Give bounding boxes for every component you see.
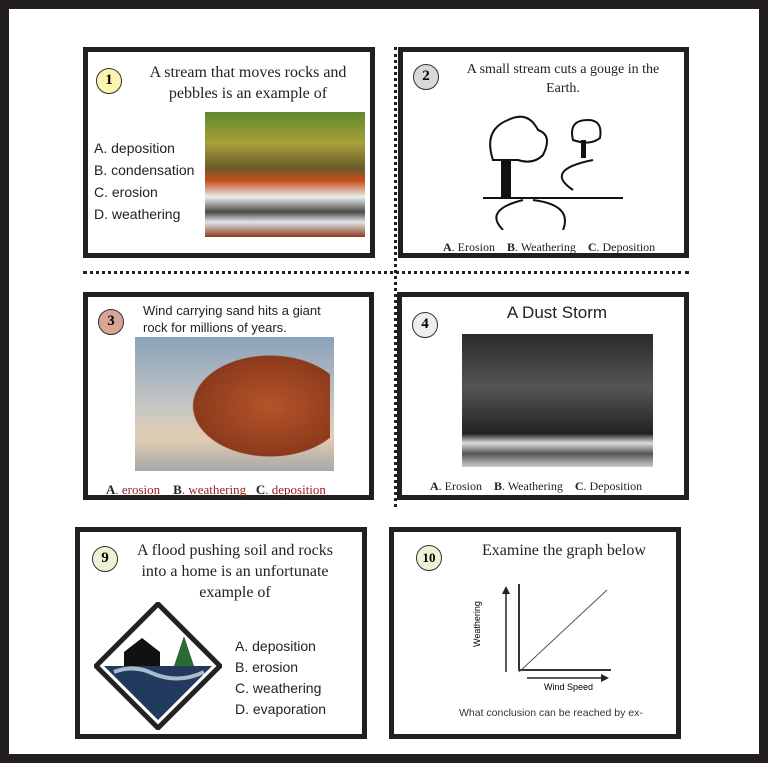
option-c: C. weathering [235, 680, 322, 696]
question-1: A stream that moves rocks and pebbles is an example of [149, 64, 347, 102]
badge-1: 1 [96, 68, 122, 94]
option-a: A. deposition [235, 638, 316, 654]
badge-2: 2 [413, 64, 439, 90]
option-c: . Deposition [583, 479, 643, 493]
option-c: . deposition [265, 482, 326, 497]
footer-text: What conclusion can be reached by ex- [459, 707, 643, 719]
card-2 [398, 47, 689, 258]
option-letter: B [173, 482, 182, 497]
option-letter: C [255, 482, 266, 497]
option-letter: B [507, 240, 516, 254]
option-b: B. erosion [235, 659, 299, 675]
question-4: A Dust Storm [506, 303, 608, 322]
card-1 [83, 47, 375, 258]
worksheet [9, 9, 759, 754]
badge-9: 9 [92, 546, 118, 572]
question-2: A small stream cuts a gouge in the Earth. [466, 62, 660, 96]
graph-xlabel: Wind Speed [544, 682, 594, 692]
question-3: Wind carrying sand hits a giant rock for millions of years. [143, 303, 321, 335]
options-3 [106, 482, 326, 498]
question-9: A flood pushing soil and rocks into a home is an unfortunate example of [137, 542, 333, 601]
horizontal-cut-line [83, 271, 689, 274]
graph-ylabel: Weathering [472, 601, 482, 647]
stream-drawing [473, 100, 633, 230]
stream-photo [205, 112, 365, 237]
option-b: . Weathering [515, 240, 576, 254]
options-4 [430, 479, 642, 494]
weathering-graph [489, 582, 619, 682]
option-c: C. erosion [94, 184, 158, 200]
badge-10: 10 [416, 545, 442, 571]
flood-sign-icon [94, 602, 222, 730]
option-letter: A [430, 479, 439, 493]
badge-3: 3 [98, 309, 124, 335]
option-c: . Deposition [596, 240, 656, 254]
option-b: . weathering [181, 482, 247, 497]
card-3 [83, 292, 374, 500]
option-a: . erosion [115, 482, 161, 497]
options-2 [443, 240, 655, 255]
option-letter: C [574, 479, 584, 493]
option-a: A. deposition [94, 140, 175, 156]
option-d: D. weathering [94, 206, 181, 222]
options-1 [94, 137, 194, 225]
option-a: . Erosion [451, 240, 496, 254]
option-b: B. condensation [94, 162, 195, 178]
option-letter: A [106, 482, 116, 497]
dust-storm-photo [462, 334, 653, 467]
rock-photo [135, 337, 334, 471]
option-d: D. evaporation [235, 701, 327, 717]
card-9 [75, 527, 367, 739]
question-10: Examine the graph below [482, 542, 646, 559]
options-9 [235, 636, 326, 720]
option-b: . Weathering [502, 479, 563, 493]
card-4 [397, 292, 689, 500]
option-letter: A [443, 240, 452, 254]
badge-4: 4 [412, 312, 438, 338]
option-letter: C [587, 240, 597, 254]
option-letter: B [494, 479, 503, 493]
option-a: . Erosion [438, 479, 483, 493]
card-10 [389, 527, 681, 739]
